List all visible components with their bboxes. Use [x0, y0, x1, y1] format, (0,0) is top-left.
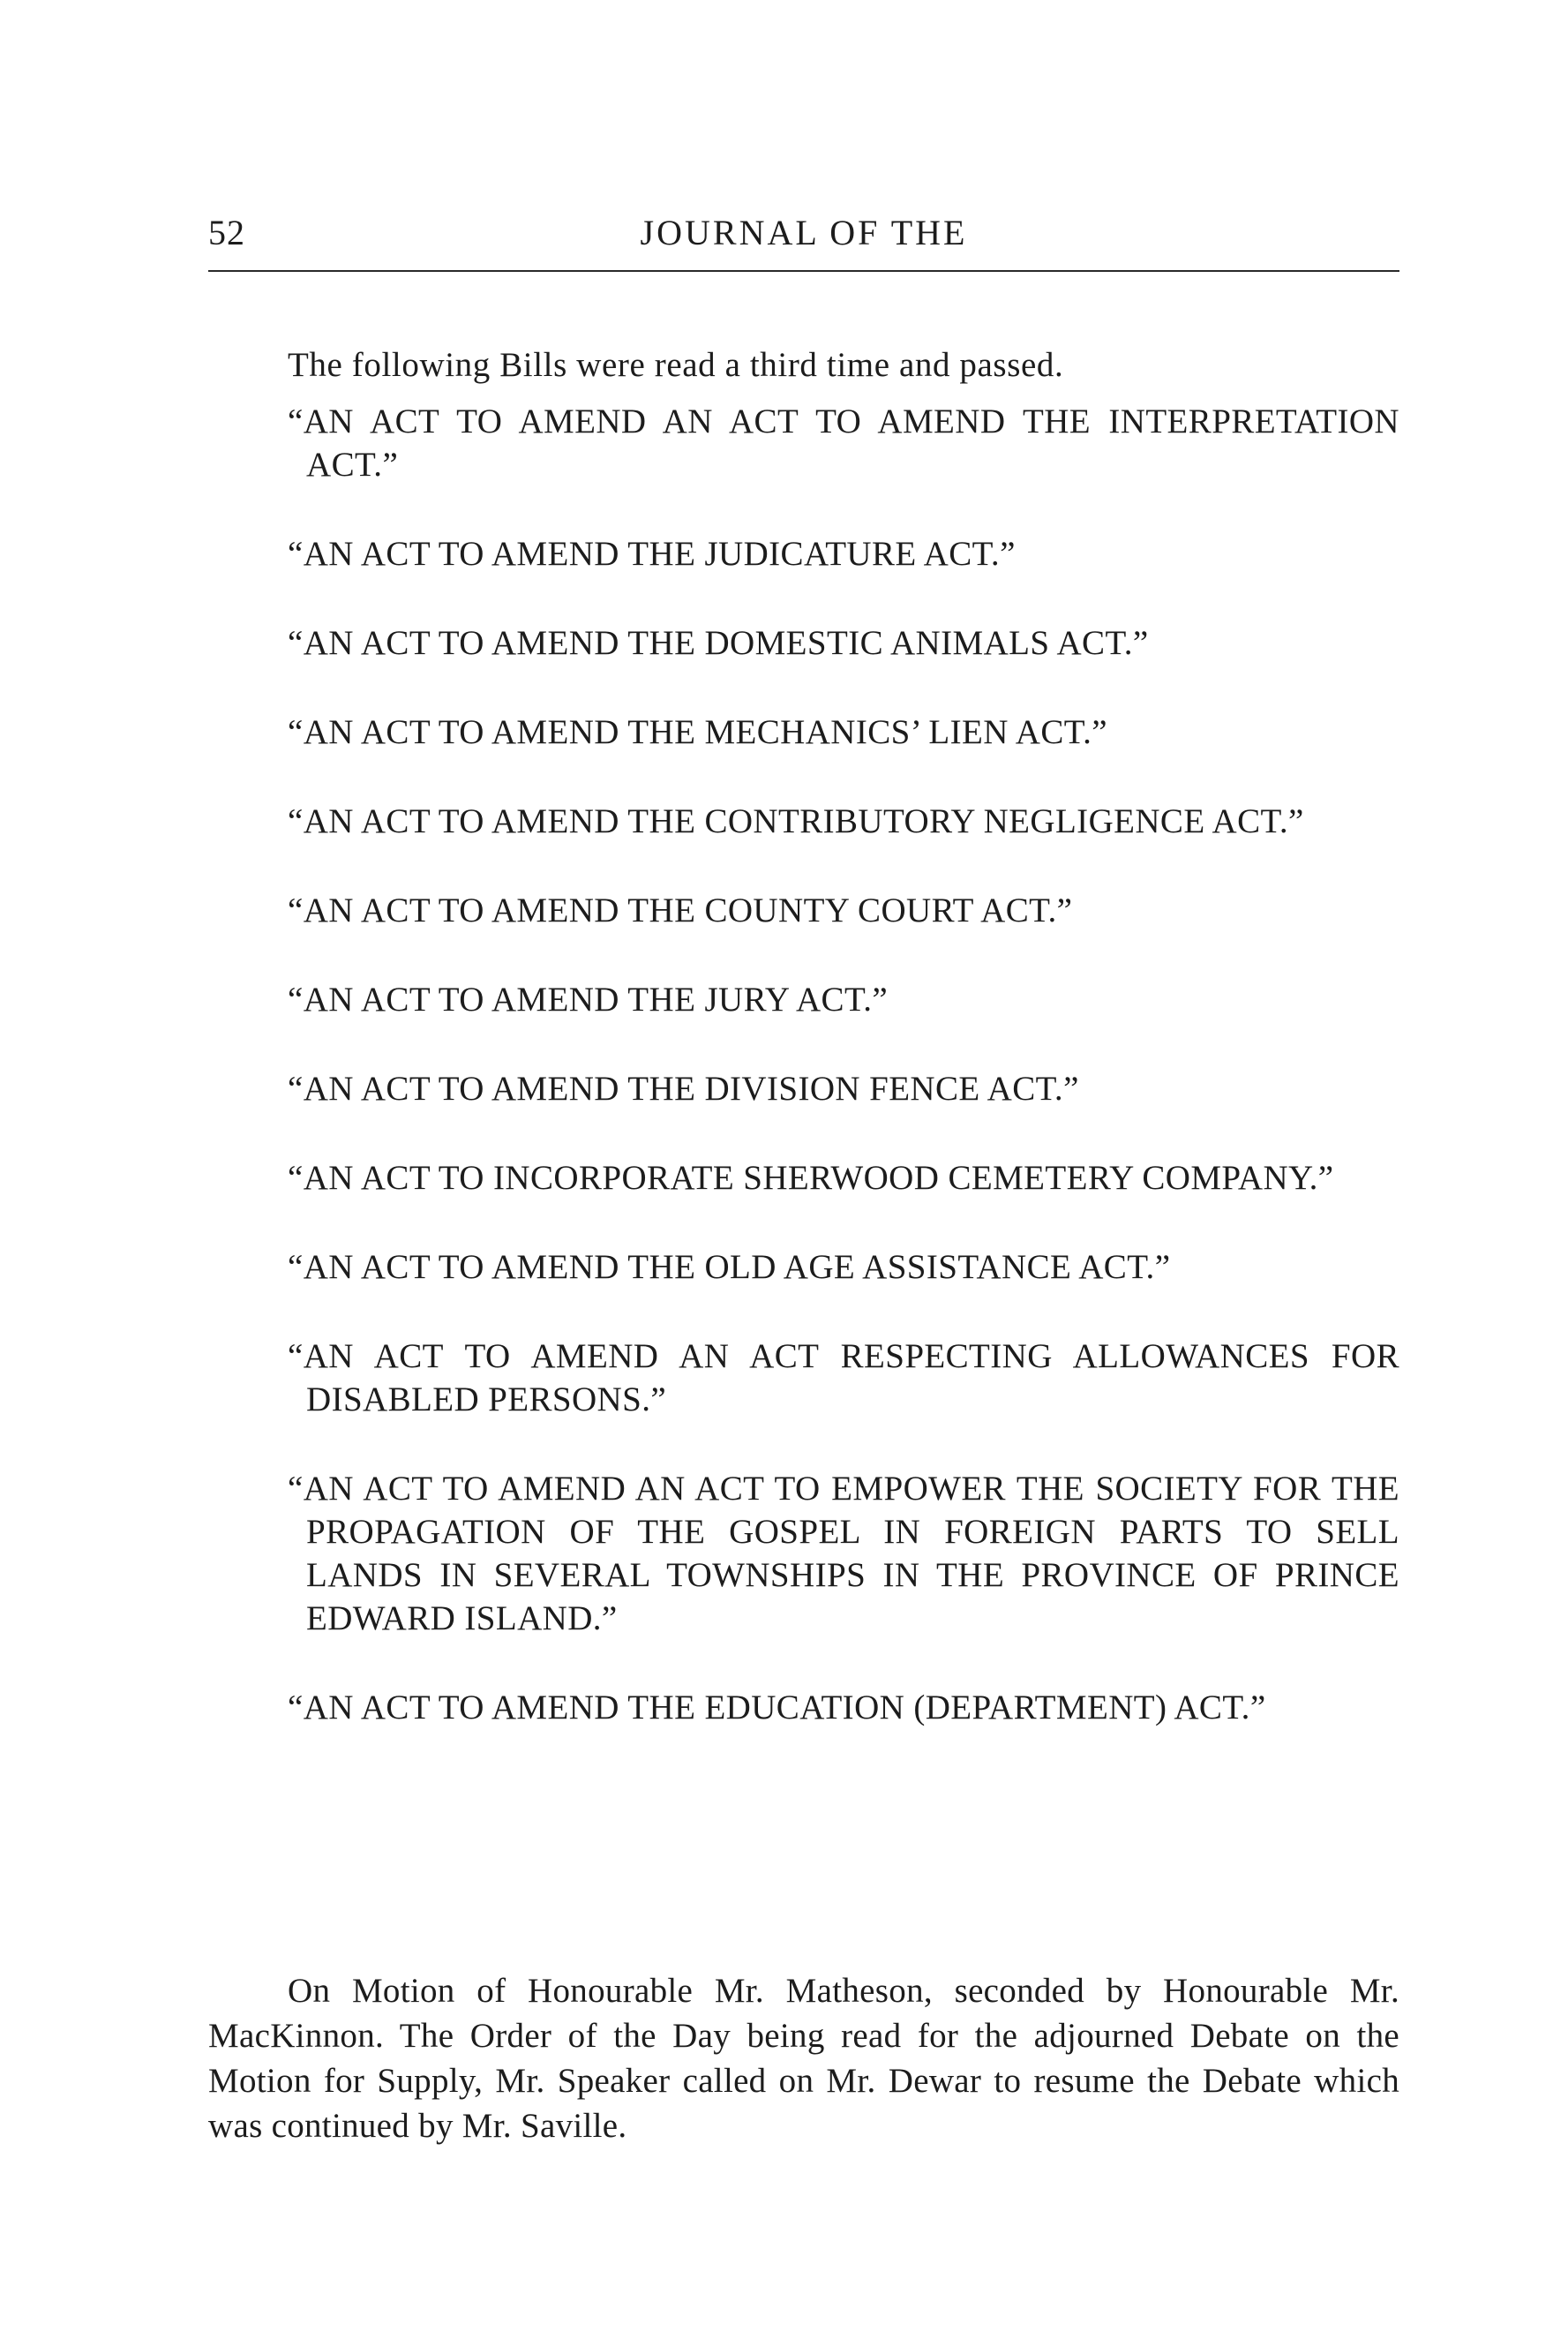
header-rule [208, 270, 1399, 272]
running-head: JOURNAL OF THE [640, 213, 968, 252]
bill-title: “AN ACT TO AMEND THE DOMESTIC ANIMALS ACT.” [288, 624, 1149, 662]
bill-title: “AN ACT TO AMEND THE COUNTY COURT ACT.” [288, 891, 1073, 929]
bill-title: “AN ACT TO INCORPORATE SHERWOOD CEMETERY COMPANY.” [288, 1159, 1334, 1197]
motion-paragraph: On Motion of Honourable Mr. Matheson, seconded by Honourable Mr. MacKinnon. The Order of the Day being read for the adjourned Debate on the Motion for Supply, Mr. Speaker called on Mr. Dewar to resume the Debate which was continued by Mr. Saville. [208, 1972, 1399, 2145]
bill-title: “AN ACT TO AMEND THE EDUCATION (DEPARTMENT) ACT.” [288, 1688, 1266, 1726]
bill-title: “AN ACT TO AMEND THE JUDICATURE ACT.” [288, 535, 1016, 573]
intro-text: The following Bills were read a third time and passed. [288, 346, 1064, 384]
bill-title: “AN ACT TO AMEND THE CONTRIBUTORY NEGLIGENCE ACT.” [288, 802, 1304, 840]
bill-title: “AN ACT TO AMEND AN ACT TO AMEND THE INTERPRETATION ACT.” [288, 402, 1399, 484]
bill-list [288, 400, 1399, 1775]
bill-title: “AN ACT TO AMEND THE DIVISION FENCE ACT.” [288, 1070, 1079, 1108]
bill-title: “AN ACT TO AMEND THE JURY ACT.” [288, 981, 889, 1019]
bill-title: “AN ACT TO AMEND AN ACT TO EMPOWER THE SOCIETY FOR THE PROPAGATION OF THE GOSPEL IN FOREIGN PARTS TO SELL LANDS IN SEVERAL TOWNSHIPS IN THE PROVINCE OF PRINCE EDWARD ISLAND.” [288, 1470, 1399, 1637]
bill-title: “AN ACT TO AMEND THE OLD AGE ASSISTANCE ACT.” [288, 1248, 1171, 1286]
bill-title: “AN ACT TO AMEND AN ACT RESPECTING ALLOWANCES FOR DISABLED PERSONS.” [288, 1337, 1399, 1418]
bill-title: “AN ACT TO AMEND THE MECHANICS’ LIEN ACT.” [288, 713, 1107, 751]
page-number: 52 [208, 213, 245, 252]
page-header [208, 212, 1399, 265]
